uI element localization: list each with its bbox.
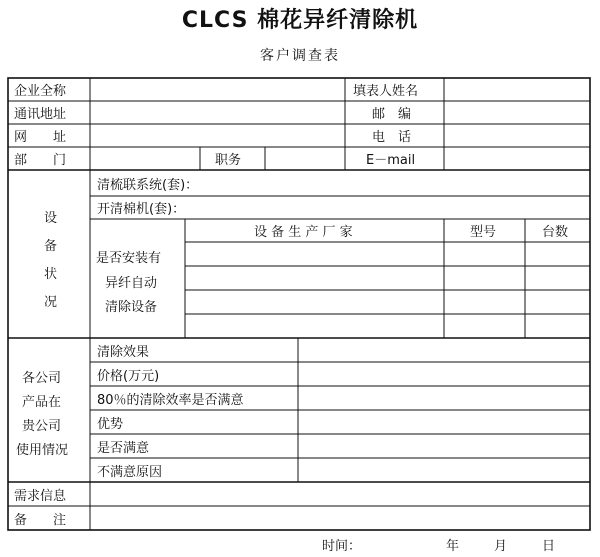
- time-label: 时间：: [322, 539, 362, 554]
- usage-item-6: 不满意原因: [97, 465, 163, 480]
- usage-section-label-2: 产品在: [22, 395, 62, 410]
- label-phone: 电 话: [372, 130, 412, 145]
- equipment-section-label-2: 备: [44, 239, 58, 254]
- label-demand-info: 需求信息: [14, 489, 67, 504]
- label-department: 部 门: [14, 153, 67, 168]
- label-website: 网 址: [14, 130, 67, 145]
- label-postcode: 邮 编: [372, 107, 412, 122]
- usage-item-5: 是否满意: [97, 441, 150, 456]
- label-installed-q2: 异纤自动: [105, 276, 158, 291]
- label-position: 职务: [215, 153, 242, 168]
- usage-item-2: 价格(万元): [97, 369, 160, 384]
- equipment-section-label-3: 状: [44, 267, 58, 282]
- label-opener: 开清棉机(套)：: [97, 202, 186, 217]
- label-company-full-name: 企业全称: [14, 84, 67, 99]
- equipment-section-label-4: 况: [44, 295, 58, 310]
- col-manufacturer: 设 备 生 产 厂 家: [254, 225, 353, 240]
- col-model: 型号: [470, 225, 497, 240]
- usage-section-label-3: 贵公司: [22, 419, 62, 434]
- label-installed-q3: 清除设备: [105, 300, 158, 315]
- label-comb-system: 清梳联系统(套)：: [97, 178, 199, 193]
- usage-section-label-1: 各公司: [22, 371, 62, 386]
- day-label: 日: [542, 539, 556, 554]
- form-subtitle: 客户调查表: [260, 48, 340, 64]
- usage-item-1: 清除效果: [97, 345, 150, 360]
- table-border: [8, 78, 590, 530]
- col-count: 台数: [542, 225, 569, 240]
- label-filler-name: 填表人姓名: [353, 84, 419, 99]
- usage-item-4: 优势: [97, 417, 124, 432]
- label-mailing-address: 通讯地址: [14, 107, 67, 122]
- equipment-section-label-1: 设: [44, 211, 58, 226]
- label-remarks: 备 注: [14, 513, 67, 528]
- usage-item-3: 80％的清除效率是否满意: [97, 393, 244, 408]
- label-email: E－mail: [366, 153, 416, 168]
- month-label: 月: [494, 539, 508, 554]
- label-installed-q1: 是否安装有: [96, 251, 162, 266]
- form-title: CLCS 棉花异纤清除机: [181, 8, 419, 33]
- year-label: 年: [446, 539, 460, 554]
- footer-date: [0, 535, 600, 555]
- usage-section-label-4: 使用情况: [16, 443, 69, 458]
